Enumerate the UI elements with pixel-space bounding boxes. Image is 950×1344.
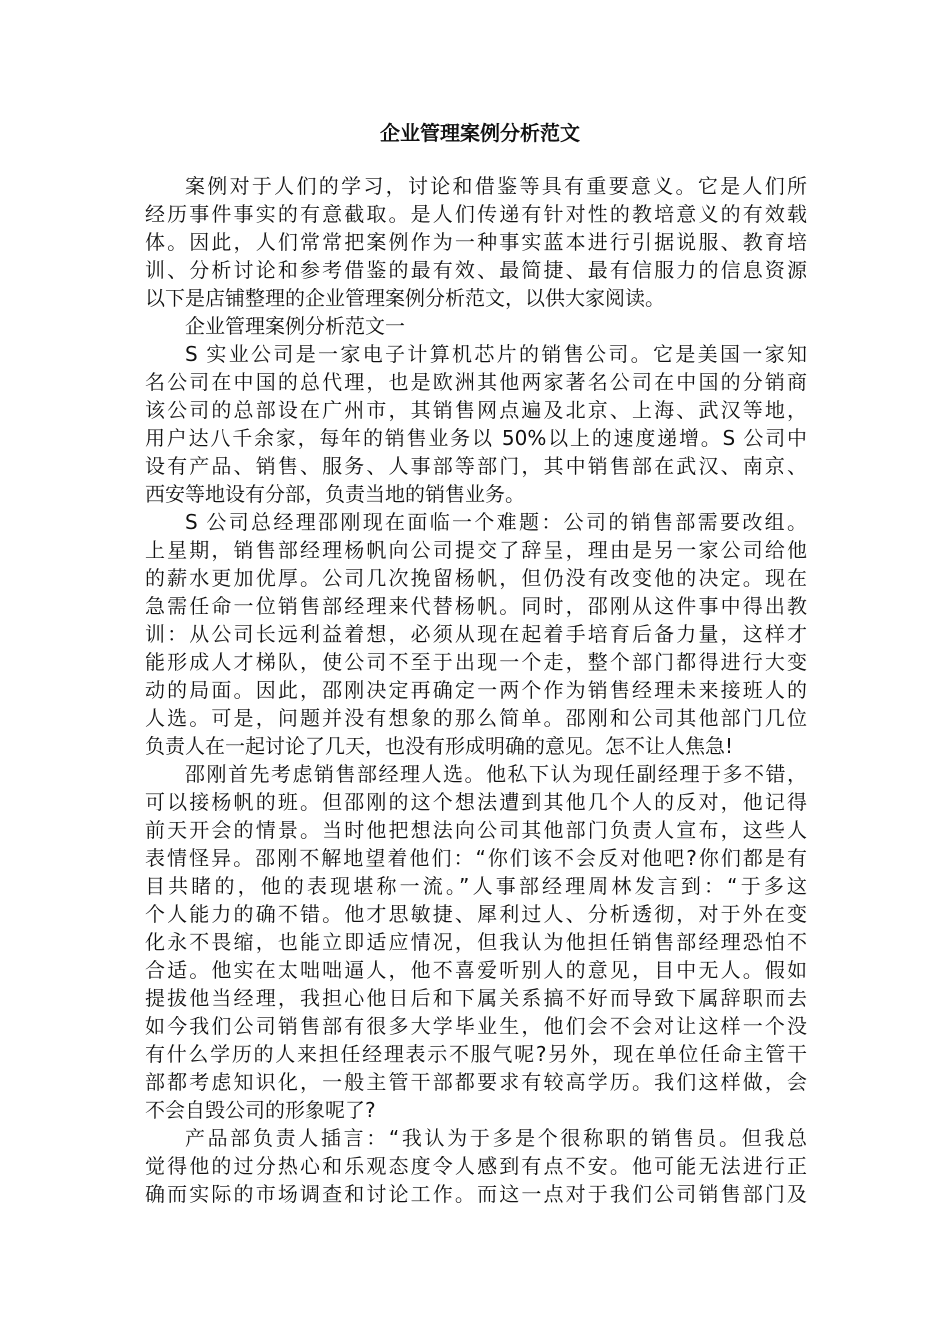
text-line: 可以接杨帆的班。但邵刚的这个想法遭到其他几个人的反对，他记得	[145, 790, 807, 814]
text-line: 上星期，销售部经理杨帆向公司提交了辞呈，理由是另一家公司给他	[145, 538, 807, 562]
text-line: 部都考虑知识化，一般主管干部都要求有较高学历。我们这样做，会	[145, 1070, 807, 1094]
text-line: 表情怪异。邵刚不解地望着他们：“你们该不会反对他吧?你们都是有	[145, 846, 807, 870]
text-line: 人选。可是，问题并没有想象的那么简单。邵刚和公司其他部门几位	[145, 706, 807, 730]
text-line: 经历事件事实的有意截取。是人们传递有针对性的教培意义的有效载	[145, 202, 807, 226]
text-line: 产品部负责人插言：“我认为于多是个很称职的销售员。但我总	[185, 1126, 807, 1150]
text-line: 合适。他实在太咄咄逼人，他不喜爱听别人的意见，目中无人。假如	[145, 958, 807, 982]
text-line: 化永不畏缩，也能立即适应情况，但我认为他担任销售部经理恐怕不	[145, 930, 807, 954]
text-line: 负责人在一起讨论了几天，也没有形成明确的意见。怎不让人焦急!	[145, 734, 734, 758]
text-line: 急需任命一位销售部经理来代替杨帆。同时，邵刚从这件事中得出教	[145, 594, 807, 618]
text-line: 名公司在中国的总代理，也是欧洲其他两家著名公司在中国的分销商	[145, 370, 807, 394]
text-line: 有什么学历的人来担任经理表示不服气呢?另外，现在单位任命主管干	[145, 1042, 807, 1066]
text-line: 目共睹的，他的表现堪称一流。”人事部经理周林发言到：“于多这	[145, 874, 807, 898]
text-line: 邵刚首先考虑销售部经理人选。他私下认为现任副经理于多不错，	[185, 762, 807, 786]
text-line: 企业管理案例分析范文一	[185, 314, 405, 338]
text-line: 能形成人才梯队，使公司不至于出现一个走，整个部门都得进行大变	[145, 650, 807, 674]
document-body	[145, 172, 807, 1208]
text-line: 用户达八千余家，每年的销售业务以 50%以上的速度递增。S 公司中	[145, 426, 807, 450]
text-line: 训、分析讨论和参考借鉴的最有效、最简捷、最有信服力的信息资源	[145, 258, 807, 282]
text-line: 个人能力的确不错。他才思敏捷、犀利过人、分析透彻，对于外在变	[145, 902, 807, 926]
text-line: 体。因此，人们常常把案例作为一种事实蓝本进行引据说服、教育培	[145, 230, 807, 254]
document-page	[145, 118, 807, 1208]
text-line: 西安等地设有分部，负责当地的销售业务。	[145, 482, 525, 506]
text-line: 该公司的总部设在广州市，其销售网点遍及北京、上海、武汉等地，	[145, 398, 807, 422]
text-line: 不会自毁公司的形象呢了?	[145, 1098, 376, 1122]
text-line: 如今我们公司销售部有很多大学毕业生，他们会不会对让这样一个没	[145, 1014, 807, 1038]
text-line: 案例对于人们的学习，讨论和借鉴等具有重要意义。它是人们所	[185, 174, 807, 198]
text-line: S 公司总经理邵刚现在面临一个难题：公司的销售部需要改组。	[185, 510, 807, 534]
text-line: 动的局面。因此，邵刚决定再确定一两个作为销售经理未来接班人的	[145, 678, 807, 702]
text-line: 设有产品、销售、服务、人事部等部门，其中销售部在武汉、南京、	[145, 454, 807, 478]
document-title: 企业管理案例分析范文	[380, 121, 580, 145]
text-line: S 实业公司是一家电子计算机芯片的销售公司。它是美国一家知	[185, 342, 807, 366]
text-line: 确而实际的市场调查和讨论工作。而这一点对于我们公司销售部门及	[145, 1182, 807, 1206]
text-line: 训：从公司长远利益着想，必须从现在起着手培育后备力量，这样才	[145, 622, 807, 646]
text-line: 觉得他的过分热心和乐观态度令人感到有点不安。他可能无法进行正	[145, 1154, 807, 1178]
text-line: 以下是店铺整理的企业管理案例分析范文，以供大家阅读。	[145, 286, 665, 310]
text-line: 的薪水更加优厚。公司几次挽留杨帆，但仍没有改变他的决定。现在	[145, 566, 807, 590]
text-line: 前天开会的情景。当时他把想法向公司其他部门负责人宣布，这些人	[145, 818, 807, 842]
text-line: 提拔他当经理，我担心他日后和下属关系搞不好而导致下属辞职而去	[145, 986, 807, 1010]
